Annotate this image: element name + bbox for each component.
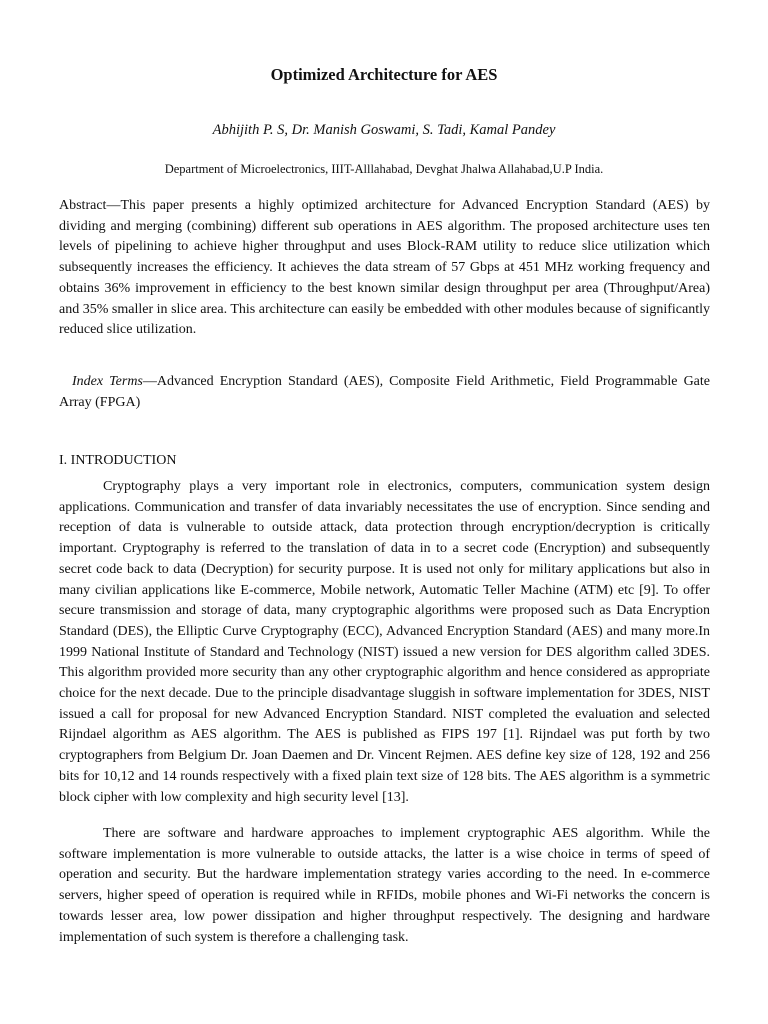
- section-heading-introduction: I. INTRODUCTION: [59, 453, 177, 468]
- introduction-paragraph-2: There are software and hardware approaches to implement cryptographic AES algorithm. While the software implementation is more vulnerable to outside attacks, the latter is a wise choice in terms of speed of operation and security. But the hardware implementation strategy varies according to the need. In e-commerce servers, higher speed of operation is required while in RFIDs, mobile phones and Wi-Fi networks the concern is towards lesser area, low power dissipation and higher throughput respectively. The designing and hardware implementation of such system is therefore a challenging task.: [59, 826, 710, 945]
- index-terms-paragraph: [59, 372, 710, 413]
- abstract-dash: —: [106, 198, 121, 213]
- index-terms-text: Advanced Encryption Standard (AES), Composite Field Arithmetic, Field Programmable Gate Array (FPGA): [59, 374, 711, 410]
- index-terms-label: Index Terms: [72, 374, 143, 389]
- paper-title: Optimized Architecture for AES: [270, 65, 498, 84]
- abstract-paragraph: [59, 196, 710, 341]
- paper-authors: Abhijith P. S, Dr. Manish Goswami, S. Tadi, Kamal Pandey: [212, 122, 556, 138]
- introduction-paragraph-1: Cryptography plays a very important role in electronics, computers, communication system design applications. Communication and transfer of data invariably necessitates the use of encryption. Since sending and reception of data is vulnerable to outside attack, data protection through encryption/decryption is critically important. Cryptography is referred to the translation of data in to a secret code (Encryption) and subsequently secret code back to data (Decryption) for security purpose. It is used not only for military applications but also in many civilian applications like E-commerce, Mobile network, Automatic Teller Machine (ATM) etc [9]. To offer secure transmission and storage of data, many cryptographic algorithms were proposed such as Data Encryption Standard (DES), the Elliptic Curve Cryptography (ECC), Advanced Encryption Standard (AES) and many more.In 1999 National Institute of Standard and Technology (NIST) issued a new version for DES algorithm called 3DES. This algorithm provided more security than any other cryptographic algorithm and hence considered as appropriate choice for the next decade. Due to the principle disadvantage sluggish in software implementation for 3DES, NIST issued a call for proposal for new Advanced Encryption Standard. NIST completed the evaluation and selected Rijndael algorithm as AES algorithm. The AES is published as FIPS 197 [1]. Rijndael was put forth by two cryptographers from Belgium Dr. Joan Daemen and Dr. Vincent Rejmen. AES define key size of 128, 192 and 256 bits for 10,12 and 14 rounds respectively with a fixed plain text size of 128 bits. The AES algorithm is a symmetric block cipher with low complexity and high security level [13].: [59, 479, 710, 805]
- abstract-text: This paper presents a highly optimized architecture for Advanced Encryption Standard (AES) by dividing and merging (combining) different sub operations in AES algorithm. The proposed architecture uses ten levels of pipelining to achieve higher throughput and uses Block-RAM utility to reduce slice utilization which subsequently increases the efficiency. It achieves the data stream of 57 Gbps at 451 MHz working frequency and obtains 36% improvement in efficiency to the best known similar design throughput per area (Throughput/Area) and 35% smaller in slice area. This architecture can easily be embedded with other modules because of significantly reduced slice utilization.: [59, 198, 710, 338]
- abstract-label: Abstract: [59, 198, 107, 213]
- index-terms-dash: —: [142, 374, 157, 389]
- paper-affiliation: Department of Microelectronics, IIIT-Alllahabad, Devghat Jhalwa Allahabad,U.P India.: [164, 162, 604, 176]
